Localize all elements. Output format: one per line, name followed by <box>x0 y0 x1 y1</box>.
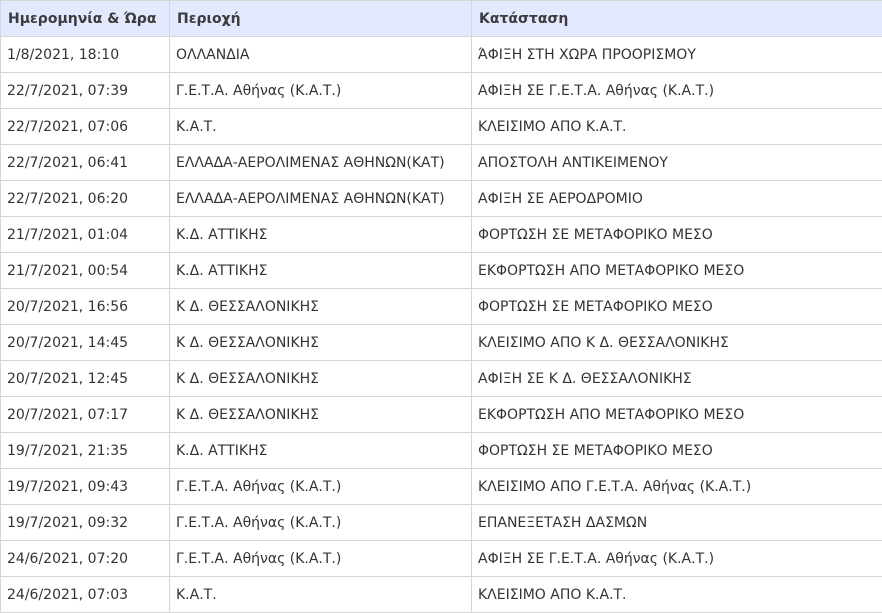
cell-status: ΑΠΟΣΤΟΛΗ ΑΝΤΙΚΕΙΜΕΝΟΥ <box>472 145 882 181</box>
cell-area: Κ Δ. ΘΕΣΣΑΛΟΝΙΚΗΣ <box>170 397 472 433</box>
cell-status: ΆΦΙΞΗ ΣΤΗ ΧΩΡΑ ΠΡΟΟΡΙΣΜΟΥ <box>472 37 882 73</box>
cell-datetime: 21/7/2021, 01:04 <box>1 217 170 253</box>
cell-datetime: 20/7/2021, 14:45 <box>1 325 170 361</box>
cell-datetime: 20/7/2021, 12:45 <box>1 361 170 397</box>
cell-area: Κ Δ. ΘΕΣΣΑΛΟΝΙΚΗΣ <box>170 325 472 361</box>
cell-area: Κ.Δ. ΑΤΤΙΚΗΣ <box>170 433 472 469</box>
column-header-datetime: Ημερομηνία & Ώρα <box>1 1 170 37</box>
cell-datetime: 1/8/2021, 18:10 <box>1 37 170 73</box>
cell-status: ΚΛΕΙΣΙΜΟ ΑΠΟ Κ.Α.Τ. <box>472 577 882 613</box>
table-row <box>1 145 882 181</box>
cell-datetime: 22/7/2021, 07:06 <box>1 109 170 145</box>
table-row <box>1 433 882 469</box>
cell-datetime: 21/7/2021, 00:54 <box>1 253 170 289</box>
cell-status: ΑΦΙΞΗ ΣΕ Γ.Ε.Τ.Α. Αθήνας (Κ.Α.Τ.) <box>472 73 882 109</box>
cell-datetime: 19/7/2021, 09:43 <box>1 469 170 505</box>
cell-area: Κ Δ. ΘΕΣΣΑΛΟΝΙΚΗΣ <box>170 289 472 325</box>
cell-status: ΑΦΙΞΗ ΣΕ Γ.Ε.Τ.Α. Αθήνας (Κ.Α.Τ.) <box>472 541 882 577</box>
cell-area: Γ.Ε.Τ.Α. Αθήνας (Κ.Α.Τ.) <box>170 505 472 541</box>
cell-datetime: 24/6/2021, 07:20 <box>1 541 170 577</box>
cell-area: ΟΛΛΑΝΔΙΑ <box>170 37 472 73</box>
cell-area: Γ.Ε.Τ.Α. Αθήνας (Κ.Α.Τ.) <box>170 541 472 577</box>
table-row <box>1 505 882 541</box>
cell-status: ΦΟΡΤΩΣΗ ΣΕ ΜΕΤΑΦΟΡΙΚΟ ΜΕΣΟ <box>472 433 882 469</box>
cell-status: ΦΟΡΤΩΣΗ ΣΕ ΜΕΤΑΦΟΡΙΚΟ ΜΕΣΟ <box>472 217 882 253</box>
cell-area: Κ.Α.Τ. <box>170 109 472 145</box>
cell-datetime: 20/7/2021, 16:56 <box>1 289 170 325</box>
cell-area: Κ.Α.Τ. <box>170 577 472 613</box>
table-row <box>1 541 882 577</box>
table-row <box>1 397 882 433</box>
cell-status: ΦΟΡΤΩΣΗ ΣΕ ΜΕΤΑΦΟΡΙΚΟ ΜΕΣΟ <box>472 289 882 325</box>
cell-status: ΕΠΑΝΕΞΕΤΑΣΗ ΔΑΣΜΩΝ <box>472 505 882 541</box>
table-row <box>1 109 882 145</box>
table-row <box>1 325 882 361</box>
cell-datetime: 20/7/2021, 07:17 <box>1 397 170 433</box>
cell-area: Κ.Δ. ΑΤΤΙΚΗΣ <box>170 217 472 253</box>
table-row <box>1 181 882 217</box>
cell-status: ΚΛΕΙΣΙΜΟ ΑΠΟ Κ Δ. ΘΕΣΣΑΛΟΝΙΚΗΣ <box>472 325 882 361</box>
cell-status: ΑΦΙΞΗ ΣΕ Κ Δ. ΘΕΣΣΑΛΟΝΙΚΗΣ <box>472 361 882 397</box>
cell-area: Κ.Δ. ΑΤΤΙΚΗΣ <box>170 253 472 289</box>
table-row <box>1 73 882 109</box>
table-row <box>1 289 882 325</box>
cell-area: Κ Δ. ΘΕΣΣΑΛΟΝΙΚΗΣ <box>170 361 472 397</box>
table-row <box>1 37 882 73</box>
cell-datetime: 24/6/2021, 07:03 <box>1 577 170 613</box>
table-row <box>1 253 882 289</box>
cell-status: ΚΛΕΙΣΙΜΟ ΑΠΟ Γ.Ε.Τ.Α. Αθήνας (Κ.Α.Τ.) <box>472 469 882 505</box>
cell-status: ΑΦΙΞΗ ΣΕ ΑΕΡΟΔΡΟΜΙΟ <box>472 181 882 217</box>
cell-area: ΕΛΛΑΔΑ-ΑΕΡΟΛΙΜΕΝΑΣ ΑΘΗΝΩΝ(ΚΑΤ) <box>170 181 472 217</box>
cell-status: ΕΚΦΟΡΤΩΣΗ ΑΠΟ ΜΕΤΑΦΟΡΙΚΟ ΜΕΣΟ <box>472 253 882 289</box>
cell-datetime: 19/7/2021, 09:32 <box>1 505 170 541</box>
cell-datetime: 22/7/2021, 06:20 <box>1 181 170 217</box>
table-header-row <box>1 1 882 37</box>
cell-status: ΚΛΕΙΣΙΜΟ ΑΠΟ Κ.Α.Τ. <box>472 109 882 145</box>
cell-area: Γ.Ε.Τ.Α. Αθήνας (Κ.Α.Τ.) <box>170 469 472 505</box>
cell-datetime: 22/7/2021, 06:41 <box>1 145 170 181</box>
cell-datetime: 19/7/2021, 21:35 <box>1 433 170 469</box>
column-header-area: Περιοχή <box>170 1 472 37</box>
cell-area: ΕΛΛΑΔΑ-ΑΕΡΟΛΙΜΕΝΑΣ ΑΘΗΝΩΝ(ΚΑΤ) <box>170 145 472 181</box>
table-row <box>1 217 882 253</box>
column-header-status: Κατάσταση <box>472 1 882 37</box>
cell-area: Γ.Ε.Τ.Α. Αθήνας (Κ.Α.Τ.) <box>170 73 472 109</box>
table-row <box>1 469 882 505</box>
table-row <box>1 361 882 397</box>
cell-status: ΕΚΦΟΡΤΩΣΗ ΑΠΟ ΜΕΤΑΦΟΡΙΚΟ ΜΕΣΟ <box>472 397 882 433</box>
cell-datetime: 22/7/2021, 07:39 <box>1 73 170 109</box>
table-row <box>1 577 882 613</box>
